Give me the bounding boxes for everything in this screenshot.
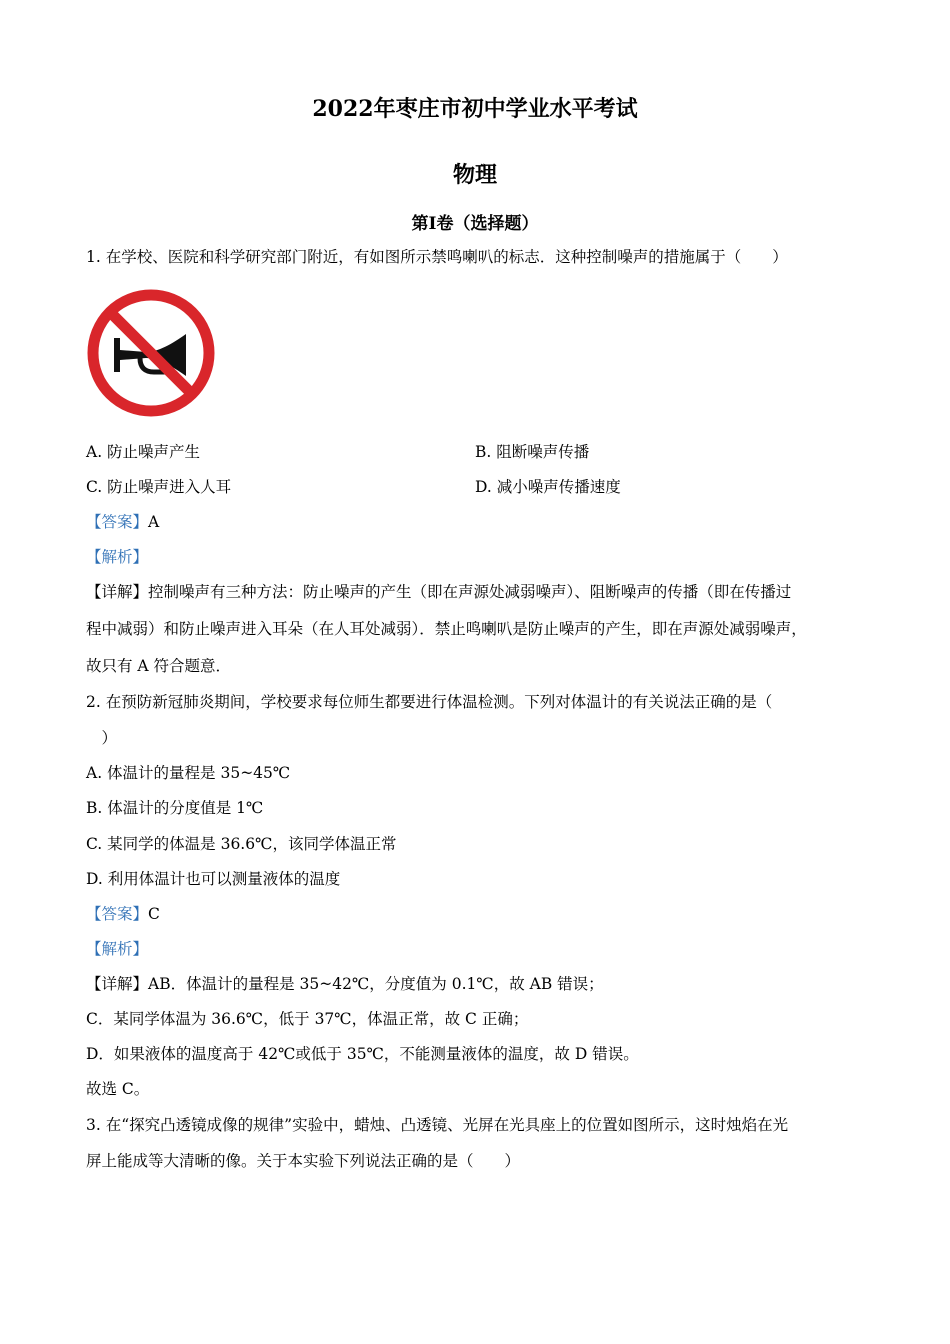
subject-title: 物理 (452, 162, 497, 188)
q3-stem-line-1: 3. 在“探究凸透镜成像的规律”实验中，蜡烛、凸透镜、光屏在光具座上的位置如图所示，这时烛焰在光 (86, 1116, 789, 1134)
q2-detail-line-4: 故选 C。 (86, 1080, 150, 1098)
q2-analysis-tag: 【解析】 (86, 940, 149, 958)
no-horn-sign-icon (86, 288, 216, 418)
q1-option-d: D. 减小噪声传播速度 (475, 478, 621, 496)
detail-text: 控制噪声有三种方法：防止噪声的产生（即在声源处减弱噪声）、阻断噪声的传播（即在传播过 (148, 583, 792, 601)
q1-option-b: B. 阻断噪声传播 (475, 443, 590, 461)
q2-option-d: D. 利用体温计也可以测量液体的温度 (86, 870, 341, 888)
detail-tag: 【详解】 (86, 583, 149, 601)
answer-value: C (148, 905, 160, 923)
q1-option-c: C. 防止噪声进入人耳 (86, 478, 232, 496)
detail-tag: 【详解】 (86, 975, 149, 993)
q2-option-a: A. 体温计的量程是 35~45℃ (86, 764, 291, 782)
answer-tag: 【答案】 (86, 905, 149, 923)
q1-analysis-tag: 【解析】 (86, 548, 149, 566)
q1-detail-line-2: 程中减弱）和防止噪声进入耳朵（在人耳处减弱）．禁止鸣喇叭是防止噪声的产生，即在声源处减弱噪声， (86, 620, 807, 638)
q3-stem-line-2: 屏上能成等大清晰的像。关于本实验下列说法正确的是（ ） (86, 1152, 521, 1170)
q1-option-a: A. 防止噪声产生 (86, 443, 201, 461)
q2-option-b: B. 体温计的分度值是 1℃ (86, 799, 264, 817)
answer-tag: 【答案】 (86, 513, 149, 531)
q1-detail-line-1 (86, 581, 791, 603)
exam-title: 2022年枣庄市初中学业水平考试 (312, 96, 638, 122)
q2-stem-line-2: ） (86, 729, 118, 747)
q1-detail-line-3: 故只有 A 符合题意． (86, 657, 232, 675)
q2-detail-line-1 (86, 973, 604, 995)
q2-answer (86, 903, 160, 925)
q2-option-c: C. 某同学的体温是 36.6℃，该同学体温正常 (86, 835, 397, 853)
section-title: 第Ⅰ卷（选择题） (411, 214, 539, 234)
q2-stem-line-1: 2. 在预防新冠肺炎期间，学校要求每位师生都要进行体温检测。下列对体温计的有关说法正确的是（ (86, 693, 773, 711)
q1-stem: 1. 在学校、医院和科学研究部门附近，有如图所示禁鸣喇叭的标志．这种控制噪声的措施属于（ ） (86, 248, 788, 266)
q2-detail-line-2: C．某同学体温为 36.6℃，低于 37℃，体温正常，故 C 正确； (86, 1010, 529, 1028)
q2-detail-line-3: D．如果液体的温度高于 42℃或低于 35℃，不能测量液体的温度，故 D 错误。 (86, 1045, 639, 1063)
q1-answer (86, 511, 159, 533)
answer-value: A (148, 513, 160, 531)
detail-text: AB．体温计的量程是 35~42℃，分度值为 0.1℃，故 AB 错误； (148, 975, 604, 993)
